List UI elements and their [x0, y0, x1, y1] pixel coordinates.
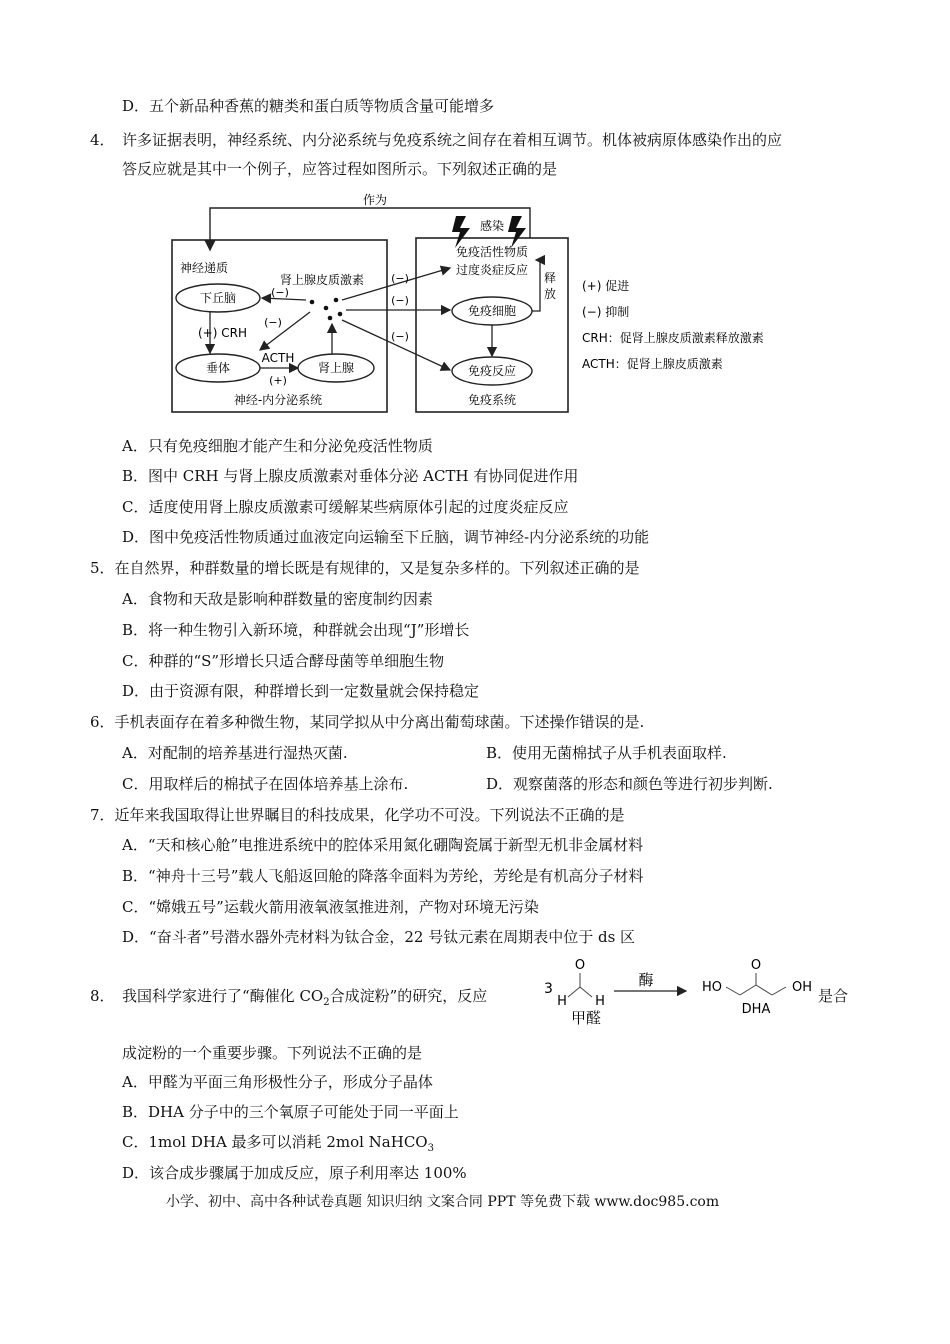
hormone-dot — [310, 300, 315, 305]
dha-label: DHA — [741, 1002, 771, 1017]
dha-oh: OH — [791, 980, 813, 995]
hormone-dot — [328, 316, 333, 321]
coefficient: 3 — [544, 981, 553, 997]
immune-active-substance-label: 免疫活性物质 — [455, 245, 529, 259]
q6-option-c: C．用取样后的棉拭子在固体培养基上涂布. — [122, 775, 409, 793]
q6-option-d: D．观察菌落的形态和颜色等进行初步判断. — [486, 775, 773, 793]
enzyme-label: 酶 — [638, 971, 654, 989]
adrenal-label: 肾上腺 — [317, 361, 355, 375]
hormone-dot — [334, 298, 339, 303]
release-label: 放 — [543, 287, 557, 301]
q8-option-c: C．1mol DHA 最多可以消耗 2mol NaHCO$_3$ — [122, 1133, 434, 1154]
hypothalamus-label: 下丘脑 — [199, 291, 237, 305]
corticosteroid-label: 肾上腺皮质激素 — [279, 273, 365, 287]
hormone-dot — [324, 306, 329, 311]
q3-option-d: D．五个新品种香蕉的糖类和蛋白质等物质含量可能增多 — [122, 97, 495, 115]
legend-crh: CRH：促肾上腺皮质激素释放激素 — [582, 331, 764, 345]
minus-label: (−) — [391, 294, 409, 307]
hormone-dot — [338, 312, 343, 317]
dha-ho: HO — [701, 980, 723, 995]
neuro-endocrine-system-label: 神经-内分泌系统 — [233, 393, 323, 407]
q5-option-d: D．由于资源有限，种群增长到一定数量就会保持稳定 — [122, 682, 480, 700]
page-footer: 小学、初中、高中各种试卷真题 知识归纳 文案合同 PPT 等免费下载 www.doc985.com — [166, 1194, 720, 1210]
q5-option-b: B．将一种生物引入新环境，种群就会出现“J”形增长 — [122, 621, 470, 639]
q8-option-a: A．甲醛为平面三角形极性分子，形成分子晶体 — [122, 1073, 433, 1091]
q8-option-b: B．DHA 分子中的三个氧原子可能处于同一平面上 — [122, 1103, 459, 1121]
legend-inhibit: (−) 抑制 — [582, 305, 630, 319]
formaldehyde-h: H — [595, 994, 605, 1009]
lightning-icon — [508, 216, 526, 248]
minus-label: (−) — [271, 286, 289, 299]
q4-stem-line2: 答反应就是其中一个例子，应答过程如图所示。下列叙述正确的是 — [122, 160, 558, 178]
minus-label: (−) — [391, 330, 409, 343]
lightning-icon — [452, 216, 470, 248]
crh-label: (+) CRH — [198, 326, 247, 340]
q6-stem: 6．手机表面存在着多种微生物，某同学拟从中分离出葡萄球菌。下述操作错误的是. — [90, 713, 645, 731]
infection-label: 感染 — [479, 219, 505, 233]
q4-option-a: A．只有免疫细胞才能产生和分泌免疫活性物质 — [122, 437, 433, 455]
q8-stem-line1: 我国科学家进行了“酶催化 $CO_2$合成淀粉”的研究，反应 — [122, 987, 488, 1008]
formaldehyde-label: 甲醛 — [570, 1009, 602, 1027]
acth-label: ACTH — [261, 351, 295, 365]
q8-number: 8． — [90, 987, 115, 1005]
q8-stem-line2: 成淀粉的一个重要步骤。下列说法不正确的是 — [122, 1044, 423, 1062]
q7-option-d: D．“奋斗者”号潜水器外壳材料为钛合金，22 号钛元素在周期表中位于 ds 区 — [122, 928, 636, 946]
reaction-scheme — [540, 955, 850, 1027]
q7-option-a: A．“天和核心舱”电推进系统中的腔体采用氮化硼陶瓷属于新型无机非金属材料 — [122, 836, 644, 854]
formaldehyde-h: H — [557, 994, 567, 1009]
q6-option-a: A．对配制的培养基进行湿热灭菌. — [122, 744, 348, 762]
formaldehyde-o: O — [574, 958, 586, 973]
excess-inflammation-label: 过度炎症反应 — [455, 263, 529, 277]
q5-option-c: C．种群的“S”形增长只适合酵母菌等单细胞生物 — [122, 652, 445, 670]
immune-system-label: 免疫系统 — [467, 393, 517, 407]
q4-option-d: D．图中免疫活性物质通过血液定向运输至下丘脑，调节神经-内分泌系统的功能 — [122, 528, 650, 546]
minus-label: (−) — [264, 316, 282, 329]
q8-stem-end: 是合 — [818, 987, 849, 1005]
q4-number: 4． — [90, 131, 115, 149]
q5-stem: 5．在自然界，种群数量的增长既是有规律的，又是复杂多样的。下列叙述正确的是 — [90, 559, 640, 577]
q7-option-b: B．“神舟十三号”载人飞船返回舱的降落伞面料为芳纶，芳纶是有机高分子材料 — [122, 867, 644, 885]
q7-option-c: C．“嫦娥五号”运载火箭用液氧液氢推进剂，产物对环境无污染 — [122, 898, 539, 916]
q6-option-b: B．使用无菌棉拭子从手机表面取样. — [486, 744, 727, 762]
q5-option-a: A．食物和天敌是影响种群数量的密度制约因素 — [122, 590, 433, 608]
legend-acth: ACTH：促肾上腺皮质激素 — [582, 357, 723, 371]
immune-cell-label: 免疫细胞 — [467, 304, 517, 318]
q4-stem-line1: 许多证据表明，神经系统、内分泌系统与免疫系统之间存在着相互调节。机体被病原体感染作出的应 — [122, 131, 783, 149]
q8-option-d: D．该合成步骤属于加成反应，原子利用率达 100% — [122, 1164, 467, 1182]
minus-label: (−) — [391, 272, 409, 285]
neurotransmitter-label: 神经递质 — [180, 261, 229, 275]
dha-o: O — [750, 958, 762, 973]
q4-option-c: C．适度使用肾上腺皮质激素可缓解某些病原体引起的过度炎症反应 — [122, 498, 569, 516]
immune-regulation-diagram — [160, 190, 800, 418]
pituitary-label: 垂体 — [205, 361, 231, 375]
release-label: 释 — [543, 271, 557, 285]
release-arrow — [532, 260, 540, 311]
acts-on-label: 作为 — [362, 193, 388, 207]
q4-option-b: B．图中 CRH 与肾上腺皮质激素对垂体分泌 ACTH 有协同促进作用 — [122, 467, 579, 485]
plus-label: (+) — [269, 374, 287, 387]
immune-response-label: 免疫反应 — [467, 364, 517, 378]
legend-promote: (+) 促进 — [582, 279, 630, 293]
q7-stem: 7．近年来我国取得让世界瞩目的科技成果，化学功不可没。下列说法不正确的是 — [90, 806, 625, 824]
